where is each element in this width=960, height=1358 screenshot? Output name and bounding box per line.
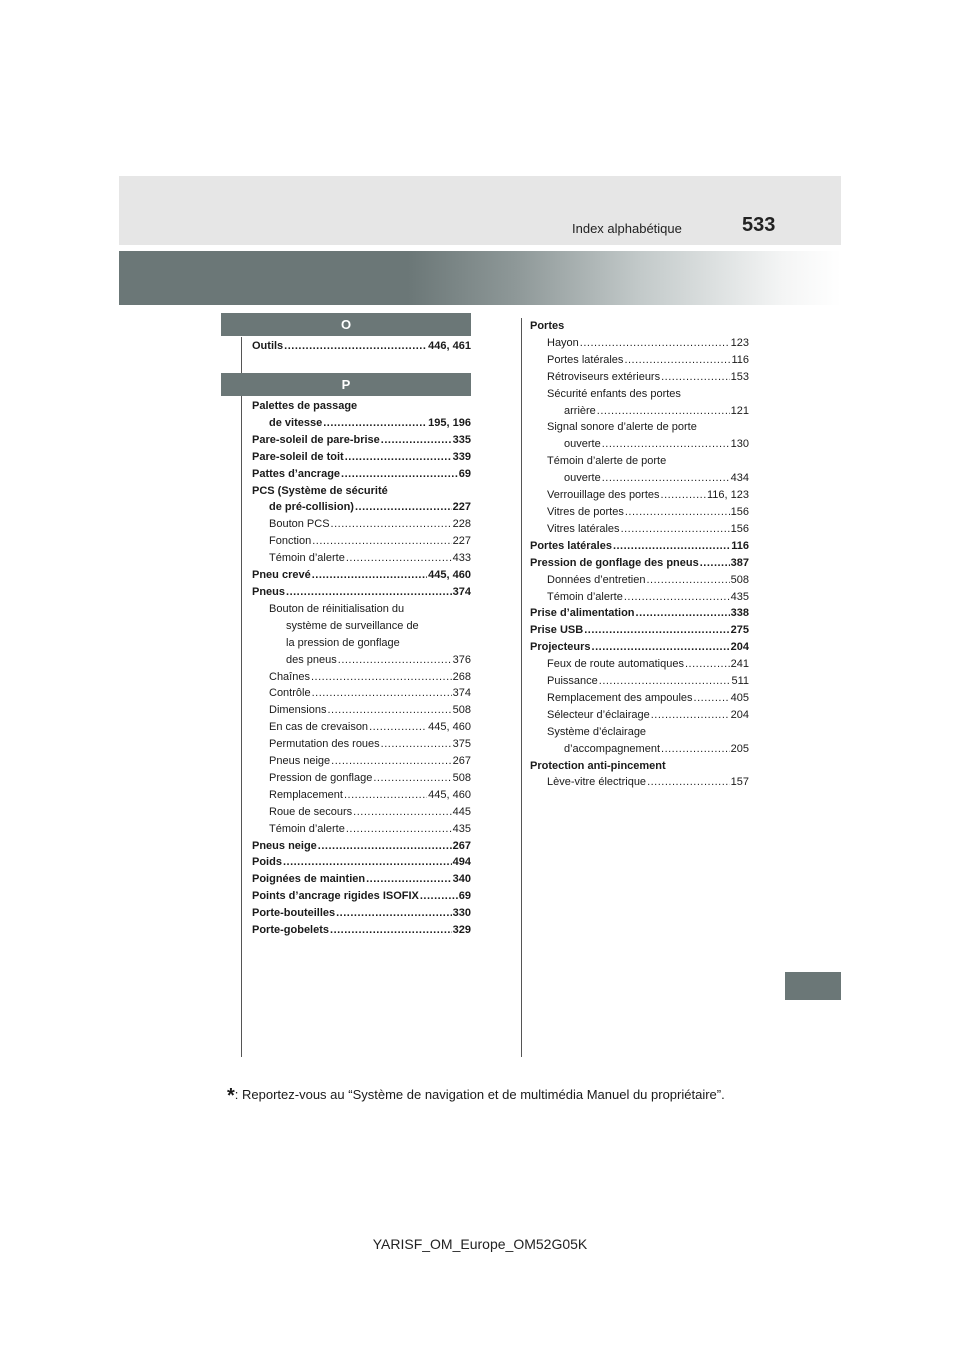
entry-pages: 434 — [730, 472, 749, 485]
index-entry — [530, 656, 749, 673]
entry-pages: 445 — [452, 805, 471, 818]
entry-pages: 445, 460 — [428, 721, 471, 734]
index-entry — [530, 470, 749, 487]
entry-label: Portes latérales — [530, 539, 612, 552]
entry-label: Portes — [530, 320, 565, 332]
index-entry — [530, 572, 749, 589]
section-o-entries — [252, 338, 471, 355]
header-band — [119, 176, 841, 245]
entry-label: Projecteurs — [530, 641, 591, 654]
dot-leader — [330, 922, 452, 939]
index-heading-line — [252, 618, 471, 635]
entry-label: Système d’éclairage — [547, 725, 647, 738]
entry-label: Rétroviseurs extérieurs — [547, 370, 661, 383]
index-entry — [252, 770, 471, 787]
entry-label: Roue de secours — [269, 805, 353, 818]
index-entry — [252, 753, 471, 770]
index-entry — [252, 669, 471, 686]
dot-leader — [318, 838, 452, 855]
dot-leader — [312, 685, 452, 702]
entry-label: la pression de gonflage — [286, 636, 400, 649]
index-entry — [530, 403, 749, 420]
entry-pages: 268 — [452, 670, 471, 683]
index-entry — [252, 854, 471, 871]
index-entry — [252, 702, 471, 719]
entry-pages: 130 — [730, 438, 749, 451]
entry-label: Puissance — [547, 675, 598, 688]
index-entry — [252, 338, 471, 355]
entry-label: Pare-soleil de pare-brise — [252, 433, 380, 446]
dot-leader — [661, 487, 706, 504]
index-entry — [252, 804, 471, 821]
entry-pages: 69 — [458, 890, 471, 903]
dot-leader — [621, 521, 730, 538]
entry-pages: 267 — [452, 839, 471, 852]
entry-label: Outils — [252, 340, 284, 352]
dot-leader — [661, 369, 730, 386]
left-index-column — [252, 398, 471, 939]
index-entry — [530, 436, 749, 453]
entry-pages: 228 — [452, 518, 471, 531]
dot-leader — [599, 673, 731, 690]
index-entry — [252, 567, 471, 584]
index-entry — [252, 871, 471, 888]
dot-leader — [312, 533, 451, 550]
footnote-text: : Reportez-vous au “Système de navigation et de multimédia Manuel du propriétaire”. — [234, 1087, 725, 1102]
entry-label: d’accompagnement — [564, 742, 661, 755]
entry-label: Contrôle — [269, 687, 311, 700]
right-index-column — [530, 318, 749, 791]
entry-pages: 116 — [731, 353, 749, 366]
entry-label: Dimensions — [269, 704, 327, 717]
index-entry — [252, 719, 471, 736]
chapter-side-tab — [785, 972, 841, 1000]
index-entry — [252, 838, 471, 855]
entry-label: de vitesse — [269, 416, 323, 429]
entry-label: Permutation des roues — [269, 738, 380, 751]
entry-pages: 339 — [452, 450, 471, 463]
index-entry — [252, 499, 471, 516]
dot-leader — [613, 538, 730, 555]
entry-label: Pneus — [252, 585, 286, 598]
entry-pages: 508 — [730, 573, 749, 586]
dot-leader — [353, 804, 451, 821]
entry-label: Poignées de maintien — [252, 873, 366, 886]
dot-leader — [327, 702, 451, 719]
dot-leader — [331, 516, 452, 533]
dot-leader — [602, 470, 730, 487]
index-entry — [252, 652, 471, 669]
entry-label: Signal sonore d’alerte de porte — [547, 421, 697, 434]
entry-pages: 387 — [730, 556, 749, 569]
entry-pages: 375 — [452, 738, 471, 751]
entry-label: Pression de gonflage des pneus — [530, 556, 699, 569]
entry-pages: 123 — [730, 336, 749, 349]
dot-leader — [584, 622, 729, 639]
index-entry — [530, 487, 749, 504]
index-entry — [252, 550, 471, 567]
entry-label: Prise USB — [530, 624, 584, 637]
dot-leader — [694, 690, 730, 707]
entry-label: Verrouillage des portes — [547, 489, 660, 502]
entry-pages: 508 — [452, 704, 471, 717]
entry-label: Bouton de réinitialisation du — [269, 602, 405, 615]
dot-leader — [311, 669, 452, 686]
dot-leader — [624, 589, 730, 606]
dot-leader — [284, 338, 427, 355]
dot-leader — [345, 449, 452, 466]
dot-leader — [312, 567, 427, 584]
index-entry — [252, 888, 471, 905]
entry-pages: 227 — [452, 501, 471, 514]
entry-label: Pneus neige — [269, 755, 331, 768]
entry-label: Hayon — [547, 336, 579, 349]
entry-label: Feux de route automatiques — [547, 658, 684, 671]
entry-label: Remplacement — [269, 788, 343, 801]
entry-pages: 204 — [730, 708, 749, 721]
dot-leader — [341, 466, 458, 483]
entry-pages: 116 — [731, 539, 749, 552]
entry-pages: 330 — [452, 907, 471, 920]
entry-label: Protection anti-pincement — [530, 759, 666, 772]
dot-leader — [338, 652, 452, 669]
entry-label: ouverte — [564, 472, 601, 485]
entry-pages: 116, 123 — [706, 489, 749, 502]
index-entry — [252, 584, 471, 601]
index-entry — [530, 369, 749, 386]
entry-pages: 374 — [452, 687, 471, 700]
index-entry — [530, 707, 749, 724]
dot-leader — [700, 555, 730, 572]
footnote-marker: * — [227, 1085, 235, 1107]
entry-label: Témoin d’alerte — [269, 822, 345, 835]
index-entry — [530, 741, 749, 758]
entry-label: PCS (Système de sécurité — [252, 484, 388, 497]
dot-leader — [336, 905, 452, 922]
index-heading-line — [530, 318, 749, 335]
dot-leader — [602, 436, 730, 453]
entry-label: des pneus — [286, 653, 337, 666]
entry-pages: 446, 461 — [428, 340, 471, 352]
index-heading-line — [252, 601, 471, 618]
entry-pages: 157 — [730, 776, 749, 789]
dot-leader — [346, 550, 452, 567]
dot-leader — [625, 504, 730, 521]
entry-pages: 508 — [452, 771, 471, 784]
dot-leader — [373, 770, 451, 787]
column-divider-middle — [521, 318, 522, 1057]
index-heading-line — [530, 453, 749, 470]
entry-label: Bouton PCS — [269, 518, 330, 531]
entry-label: Pare-soleil de toit — [252, 450, 344, 463]
index-entry — [252, 922, 471, 939]
entry-label: de pré-collision) — [269, 501, 354, 514]
entry-label: Vitres latérales — [547, 522, 620, 535]
document-id: YARISF_OM_Europe_OM52G05K — [372, 1236, 588, 1252]
index-entry — [530, 690, 749, 707]
page-number: 533 — [742, 214, 776, 236]
dot-leader — [651, 707, 730, 724]
entry-pages: 376 — [452, 653, 471, 666]
entry-pages: 511 — [731, 675, 749, 688]
entry-label: Fonction — [269, 535, 312, 548]
decorative-gradient-bar — [119, 251, 841, 305]
index-heading-line — [530, 419, 749, 436]
entry-pages: 338 — [730, 607, 749, 620]
index-entry — [252, 516, 471, 533]
index-heading-line — [530, 758, 749, 775]
entry-label: Lève-vitre électrique — [547, 776, 647, 789]
entry-pages: 405 — [730, 691, 749, 704]
index-entry — [252, 787, 471, 804]
entry-label: Remplacement des ampoules — [547, 691, 693, 704]
dot-leader — [685, 656, 730, 673]
entry-label: Portes latérales — [547, 353, 624, 366]
dot-leader — [366, 871, 452, 888]
dot-leader — [344, 787, 427, 804]
index-entry — [530, 774, 749, 791]
dot-leader — [286, 584, 452, 601]
entry-pages: 374 — [452, 585, 471, 598]
entry-pages: 267 — [452, 755, 471, 768]
index-entry — [530, 521, 749, 538]
entry-label: Témoin d’alerte de porte — [547, 455, 667, 468]
section-letter-p: P — [221, 373, 471, 396]
index-entry — [530, 639, 749, 656]
entry-pages: 121 — [730, 404, 749, 417]
entry-label: Vitres de portes — [547, 505, 624, 518]
entry-pages: 156 — [730, 505, 749, 518]
entry-label: Prise d’alimentation — [530, 607, 635, 620]
entry-pages: 153 — [730, 370, 749, 383]
entry-label: Pression de gonflage — [269, 771, 373, 784]
entry-label: Poids — [252, 856, 282, 869]
entry-label: Témoin d’alerte — [547, 590, 623, 603]
dot-leader — [580, 335, 730, 352]
entry-pages: 69 — [458, 467, 471, 480]
index-entry — [252, 449, 471, 466]
entry-label: système de surveillance de — [286, 619, 419, 632]
entry-pages: 204 — [730, 641, 749, 654]
dot-leader — [597, 403, 730, 420]
entry-label: En cas de crevaison — [269, 721, 369, 734]
entry-label: Pneu crevé — [252, 569, 311, 582]
index-entry — [252, 905, 471, 922]
index-entry — [530, 555, 749, 572]
dot-leader — [381, 736, 452, 753]
entry-label: Chaînes — [269, 670, 310, 683]
dot-leader — [355, 499, 452, 516]
entry-label: Points d’ancrage rigides ISOFIX — [252, 890, 419, 903]
index-entry — [530, 504, 749, 521]
entry-pages: 241 — [730, 658, 749, 671]
dot-leader — [381, 432, 452, 449]
entry-label: Porte-bouteilles — [252, 907, 336, 920]
dot-leader — [647, 774, 730, 791]
index-entry — [530, 589, 749, 606]
index-entry — [530, 605, 749, 622]
index-entry — [530, 622, 749, 639]
entry-pages: 445, 460 — [428, 788, 471, 801]
entry-pages: 275 — [730, 624, 749, 637]
index-heading-line — [252, 635, 471, 652]
dot-leader — [323, 415, 427, 432]
entry-label: ouverte — [564, 438, 601, 451]
entry-label: Données d’entretien — [547, 573, 646, 586]
index-entry — [252, 821, 471, 838]
dot-leader — [592, 639, 730, 656]
index-entry — [530, 352, 749, 369]
index-heading-line — [252, 483, 471, 500]
entry-label: Sécurité enfants des portes — [547, 387, 681, 400]
dot-leader — [661, 741, 730, 758]
index-entry — [252, 466, 471, 483]
dot-leader — [283, 854, 452, 871]
entry-pages: 205 — [730, 742, 749, 755]
index-entry — [530, 335, 749, 352]
entry-pages: 340 — [452, 873, 471, 886]
entry-pages: 445, 460 — [428, 569, 471, 582]
entry-pages: 329 — [452, 924, 471, 937]
index-heading-line — [530, 724, 749, 741]
entry-label: Palettes de passage — [252, 400, 358, 412]
dot-leader — [369, 719, 427, 736]
dot-leader — [624, 352, 730, 369]
index-entry — [252, 415, 471, 432]
entry-label: Pattes d’ancrage — [252, 467, 341, 480]
entry-pages: 335 — [452, 433, 471, 446]
dot-leader — [331, 753, 451, 770]
entry-label: arrière — [564, 404, 596, 417]
index-entry — [530, 538, 749, 555]
section-title: Index alphabétique — [572, 221, 682, 236]
index-entry — [252, 533, 471, 550]
dot-leader — [636, 605, 730, 622]
index-heading-line — [252, 398, 471, 415]
entry-label: Pneus neige — [252, 839, 317, 852]
entry-pages: 195, 196 — [428, 416, 471, 429]
entry-label: Sélecteur d’éclairage — [547, 708, 650, 721]
index-entry — [252, 685, 471, 702]
entry-pages: 435 — [730, 590, 749, 603]
index-entry — [252, 432, 471, 449]
dot-leader — [646, 572, 729, 589]
entry-pages: 433 — [452, 552, 471, 565]
entry-pages: 227 — [452, 535, 471, 548]
entry-label: Témoin d’alerte — [269, 552, 345, 565]
index-entry — [252, 736, 471, 753]
column-divider-left — [241, 337, 242, 1057]
entry-pages: 435 — [452, 822, 471, 835]
index-heading-line — [530, 386, 749, 403]
section-letter-o: O — [221, 313, 471, 336]
dot-leader — [420, 888, 458, 905]
entry-pages: 156 — [730, 522, 749, 535]
entry-pages: 494 — [452, 856, 471, 869]
entry-label: Porte-gobelets — [252, 924, 330, 937]
dot-leader — [346, 821, 452, 838]
index-entry — [530, 673, 749, 690]
footnote — [227, 1085, 725, 1108]
